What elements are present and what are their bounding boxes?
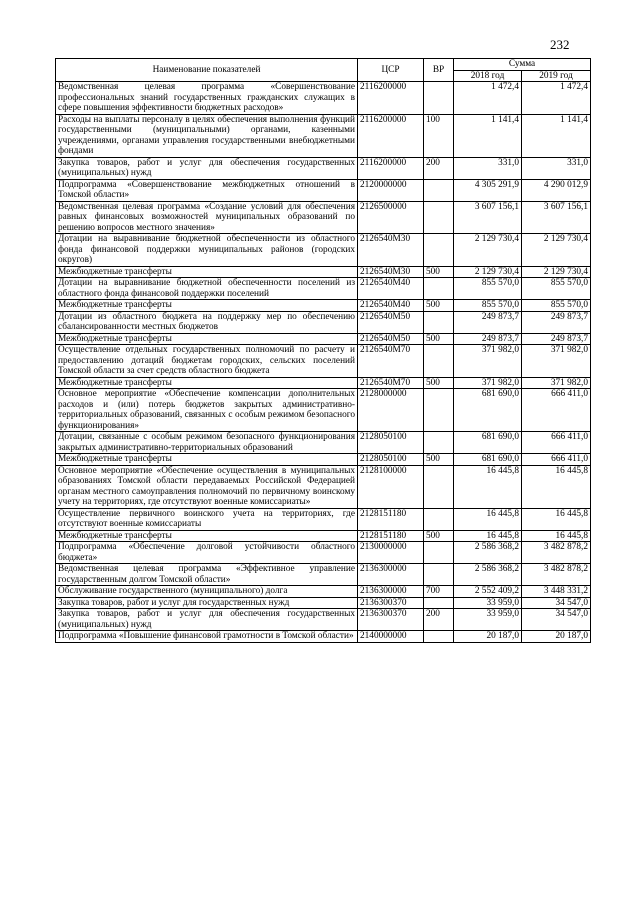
- row-csr: 2120000000: [358, 179, 424, 201]
- row-sum-2019: 249 873,7: [522, 333, 591, 345]
- row-vr: [424, 179, 454, 201]
- row-name: Расходы на выплаты персоналу в целях обеспечения выполнения функций государственными (муниципальными) органами, казенными учреждениями, органами управления государственными внебюджетными фондами: [56, 114, 358, 157]
- row-sum-2018: 16 445,8: [454, 508, 522, 530]
- row-name: Дотации из областного бюджета на поддержку мер по обеспечению сбалансированности местных бюджетов: [56, 311, 358, 333]
- row-sum-2019: 3 482 878,2: [522, 542, 591, 564]
- table-row: [56, 564, 591, 586]
- header-name: Наименование показателей: [56, 59, 358, 82]
- row-name: Межбюджетные трансферты: [56, 454, 358, 466]
- row-vr: [424, 234, 454, 267]
- row-sum-2018: 33 959,0: [454, 597, 522, 609]
- row-sum-2018: 20 187,0: [454, 631, 522, 643]
- row-sum-2019: 16 445,8: [522, 530, 591, 542]
- row-name: Обслуживание государственного (муниципального) долга: [56, 586, 358, 598]
- row-name: Основное мероприятие «Обеспечение компенсации дополнительных расходов и (или) потерь бюджетов закрытых административно-территориальных образований, связанных с особым режимом безопасного функционирования»: [56, 389, 358, 432]
- row-sum-2018: 16 445,8: [454, 465, 522, 508]
- row-csr: 2116200000: [358, 82, 424, 115]
- row-sum-2018: 2 552 409,2: [454, 586, 522, 598]
- row-sum-2019: 1 141,4: [522, 114, 591, 157]
- header-row: [56, 59, 591, 71]
- row-name: Межбюджетные трансферты: [56, 377, 358, 389]
- row-sum-2019: 2 129 730,4: [522, 266, 591, 278]
- row-csr: 2126500000: [358, 201, 424, 234]
- table-row: [56, 609, 591, 631]
- table-row: [56, 586, 591, 598]
- row-sum-2019: 3 448 331,2: [522, 586, 591, 598]
- row-vr: [424, 432, 454, 454]
- row-name: Ведомственная целевая программа «Эффективное управление государственным долгом Томской области»: [56, 564, 358, 586]
- row-vr: [424, 345, 454, 378]
- row-sum-2018: 681 690,0: [454, 454, 522, 466]
- table-row: [56, 454, 591, 466]
- header-sum: Сумма: [454, 59, 591, 71]
- row-vr: 500: [424, 530, 454, 542]
- row-sum-2018: 331,0: [454, 157, 522, 179]
- row-name: Подпрограмма «Совершенствование межбюджетных отношений в Томской области»: [56, 179, 358, 201]
- row-name: Осуществление первичного воинского учета на территориях, где отсутствуют военные комиссариаты: [56, 508, 358, 530]
- row-sum-2018: 4 305 291,9: [454, 179, 522, 201]
- row-csr: 2126540М40: [358, 300, 424, 312]
- row-vr: [424, 542, 454, 564]
- row-csr: 2126540М30: [358, 266, 424, 278]
- row-csr: 2136300370: [358, 609, 424, 631]
- page-number: 232: [550, 37, 570, 52]
- row-sum-2019: 666 411,0: [522, 454, 591, 466]
- table-row: [56, 157, 591, 179]
- row-csr: 2128151180: [358, 508, 424, 530]
- table-row: [56, 82, 591, 115]
- row-sum-2018: 681 690,0: [454, 389, 522, 432]
- row-sum-2019: 331,0: [522, 157, 591, 179]
- row-vr: [424, 465, 454, 508]
- row-csr: 2116200000: [358, 157, 424, 179]
- row-sum-2018: 33 959,0: [454, 609, 522, 631]
- row-vr: [424, 201, 454, 234]
- row-csr: 2140000000: [358, 631, 424, 643]
- row-vr: [424, 564, 454, 586]
- row-csr: 2128151180: [358, 530, 424, 542]
- table-row: [56, 311, 591, 333]
- row-csr: 2126540М50: [358, 311, 424, 333]
- row-sum-2018: 249 873,7: [454, 333, 522, 345]
- row-csr: 2126540М50: [358, 333, 424, 345]
- row-sum-2018: 855 570,0: [454, 300, 522, 312]
- row-csr: 2126540М70: [358, 345, 424, 378]
- row-sum-2019: 34 547,0: [522, 609, 591, 631]
- row-vr: 200: [424, 157, 454, 179]
- row-sum-2018: 2 129 730,4: [454, 234, 522, 267]
- table-row: [56, 278, 591, 300]
- row-name: Межбюджетные трансферты: [56, 266, 358, 278]
- table-row: [56, 597, 591, 609]
- row-sum-2018: 3 607 156,1: [454, 201, 522, 234]
- table-row: [56, 179, 591, 201]
- row-sum-2019: 16 445,8: [522, 508, 591, 530]
- table-row: [56, 631, 591, 643]
- row-vr: [424, 311, 454, 333]
- row-name: Межбюджетные трансферты: [56, 300, 358, 312]
- row-sum-2018: 249 873,7: [454, 311, 522, 333]
- row-name: Межбюджетные трансферты: [56, 333, 358, 345]
- row-vr: 200: [424, 609, 454, 631]
- row-sum-2019: 2 129 730,4: [522, 234, 591, 267]
- row-name: Ведомственная целевая программа «Создание условий для обеспечения равных финансовых возможностей муниципальных образований по решению вопросов местного значения»: [56, 201, 358, 234]
- row-name: Основное мероприятие «Обеспечение осуществления в муниципальных образованиях Томской области передаваемых Российской Федерацией органам местного самоуправления полномочий по первичному воинскому учету на территориях, где отсутствуют военные комиссариаты»: [56, 465, 358, 508]
- row-sum-2019: 16 445,8: [522, 465, 591, 508]
- row-sum-2018: 1 472,4: [454, 82, 522, 115]
- row-name: Подпрограмма «Повышение финансовой грамотности в Томской области»: [56, 631, 358, 643]
- row-vr: [424, 597, 454, 609]
- table-row: [56, 114, 591, 157]
- row-csr: 2126540М40: [358, 278, 424, 300]
- row-name: Дотации на выравнивание бюджетной обеспеченности поселений из областного фонда финансовой поддержки поселений: [56, 278, 358, 300]
- row-vr: 700: [424, 586, 454, 598]
- row-sum-2018: 681 690,0: [454, 432, 522, 454]
- row-sum-2019: 666 411,0: [522, 389, 591, 432]
- row-vr: [424, 631, 454, 643]
- budget-table: [55, 58, 591, 643]
- row-sum-2019: 855 570,0: [522, 300, 591, 312]
- row-csr: 2136300370: [358, 597, 424, 609]
- table-body: [56, 82, 591, 643]
- table-row: [56, 542, 591, 564]
- row-name: Осуществление отдельных государственных полномочий по расчету и предоставлению дотаций бюджетам городских, сельских поселений Томской области за счет средств областного бюджета: [56, 345, 358, 378]
- row-sum-2019: 3 607 156,1: [522, 201, 591, 234]
- row-vr: 500: [424, 333, 454, 345]
- row-sum-2018: 2 586 368,2: [454, 564, 522, 586]
- row-sum-2019: 4 290 012,9: [522, 179, 591, 201]
- table-row: [56, 508, 591, 530]
- table-row: [56, 465, 591, 508]
- row-vr: 100: [424, 114, 454, 157]
- row-vr: 500: [424, 266, 454, 278]
- row-sum-2019: 371 982,0: [522, 345, 591, 378]
- row-vr: 500: [424, 377, 454, 389]
- row-csr: 2136300000: [358, 586, 424, 598]
- table-row: [56, 530, 591, 542]
- row-vr: [424, 278, 454, 300]
- table-row: [56, 389, 591, 432]
- row-sum-2019: 20 187,0: [522, 631, 591, 643]
- table-row: [56, 266, 591, 278]
- table-row: [56, 234, 591, 267]
- row-sum-2018: 2 129 730,4: [454, 266, 522, 278]
- table-row: [56, 345, 591, 378]
- row-sum-2018: 1 141,4: [454, 114, 522, 157]
- row-sum-2019: 371 982,0: [522, 377, 591, 389]
- row-sum-2018: 16 445,8: [454, 530, 522, 542]
- table-row: [56, 432, 591, 454]
- table-row: [56, 201, 591, 234]
- row-vr: 500: [424, 454, 454, 466]
- row-name: Дотации на выравнивание бюджетной обеспеченности из областного фонда финансовой поддержки муниципальных районов (городских округов): [56, 234, 358, 267]
- header-vr: ВР: [424, 59, 454, 82]
- row-sum-2019: 3 482 878,2: [522, 564, 591, 586]
- row-sum-2019: 34 547,0: [522, 597, 591, 609]
- header-year-2018: 2018 год: [454, 70, 522, 82]
- row-name: Закупка товаров, работ и услуг для обеспечения государственных (муниципальных) нужд: [56, 609, 358, 631]
- row-csr: 2128100000: [358, 465, 424, 508]
- row-vr: 500: [424, 300, 454, 312]
- row-csr: 2128000000: [358, 389, 424, 432]
- row-csr: 2126540М30: [358, 234, 424, 267]
- header-csr: ЦСР: [358, 59, 424, 82]
- row-sum-2018: 371 982,0: [454, 377, 522, 389]
- row-name: Закупка товаров, работ и услуг для обеспечения государственных (муниципальных) нужд: [56, 157, 358, 179]
- table-row: [56, 333, 591, 345]
- row-sum-2019: 1 472,4: [522, 82, 591, 115]
- row-vr: [424, 82, 454, 115]
- row-csr: 2130000000: [358, 542, 424, 564]
- row-name: Дотации, связанные с особым режимом безопасного функционирования закрытых административно-территориальных образований: [56, 432, 358, 454]
- row-sum-2019: 249 873,7: [522, 311, 591, 333]
- row-vr: [424, 508, 454, 530]
- row-sum-2019: 666 411,0: [522, 432, 591, 454]
- row-csr: 2136300000: [358, 564, 424, 586]
- table-row: [56, 300, 591, 312]
- row-sum-2018: 855 570,0: [454, 278, 522, 300]
- row-name: Ведомственная целевая программа «Совершенствование профессиональных знаний государственных гражданских служащих в сфере повышения эффективности бюджетных расходов»: [56, 82, 358, 115]
- row-csr: 2128050100: [358, 432, 424, 454]
- row-name: Межбюджетные трансферты: [56, 530, 358, 542]
- row-vr: [424, 389, 454, 432]
- table-row: [56, 377, 591, 389]
- row-name: Закупка товаров, работ и услуг для государственных нужд: [56, 597, 358, 609]
- row-name: Подпрограмма «Обеспечение долговой устойчивости областного бюджета»: [56, 542, 358, 564]
- row-csr: 2126540М70: [358, 377, 424, 389]
- header-year-2019: 2019 год: [522, 70, 591, 82]
- row-csr: 2116200000: [358, 114, 424, 157]
- row-sum-2018: 371 982,0: [454, 345, 522, 378]
- row-sum-2019: 855 570,0: [522, 278, 591, 300]
- row-csr: 2128050100: [358, 454, 424, 466]
- row-sum-2018: 2 586 368,2: [454, 542, 522, 564]
